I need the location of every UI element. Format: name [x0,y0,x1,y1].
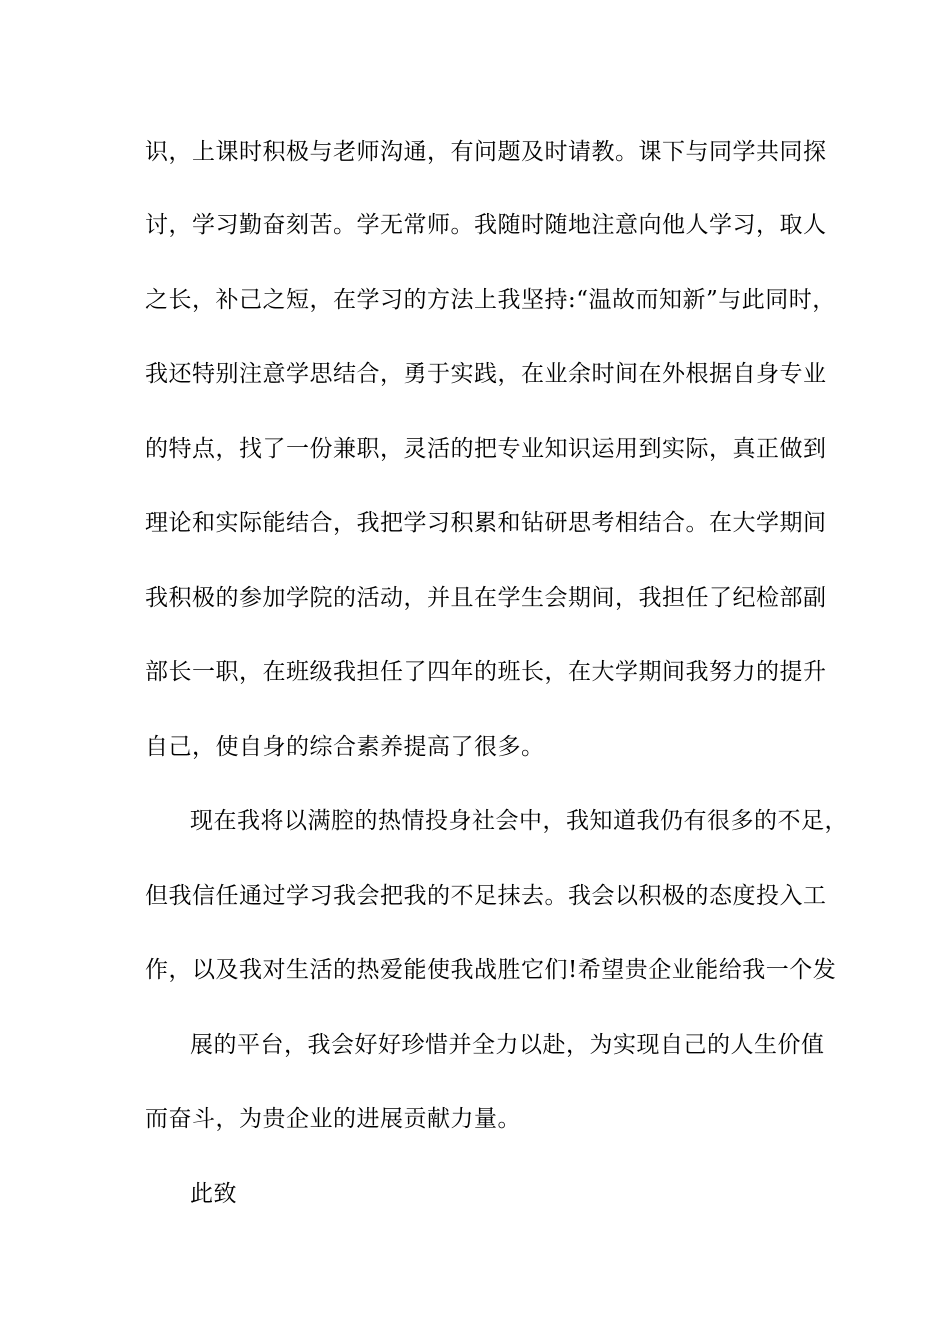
text-line: 作，以及我对生活的热爱能使我战胜它们!希望贵企业能给我一个发 [145,957,837,983]
text-line: 我积极的参加学院的活动，并且在学生会期间，我担任了纪检部副 [145,585,827,611]
text-line: 自己，使自身的综合素养提高了很多。 [145,734,545,760]
text-line: 我还特别注意学思结合，勇于实践，在业余时间在外根据自身专业 [145,361,827,387]
text-line: 之长，补己之短，在学习的方法上我坚持:“温故而知新”与此同时， [145,287,836,313]
text-line: 展的平台，我会好好珍惜并全力以赴，为实现自己的人生价值 [190,1032,825,1058]
text-line: 但我信任通过学习我会把我的不足抹去。我会以积极的态度投入工 [145,883,827,909]
text-line: 识，上课时积极与老师沟通，有问题及时请教。课下与同学共同探 [145,139,827,165]
text-line: 部长一职，在班级我担任了四年的班长，在大学期间我努力的提升 [145,659,827,685]
paragraph-first-line: 现在我将以满腔的热情投身社会中，我知道我仍有很多的不足， [190,808,848,834]
closing-salutation: 此致 [190,1181,237,1207]
text-line: 讨，学习勤奋刻苦。学无常师。我随时随地注意向他人学习，取人 [145,212,827,238]
text-line: 的特点，找了一份兼职，灵活的把专业知识运用到实际，真正做到 [145,436,827,462]
text-line: 理论和实际能结合，我把学习积累和钻研思考相结合。在大学期间 [145,510,827,536]
text-line: 而奋斗，为贵企业的进展贡献力量。 [145,1106,521,1132]
